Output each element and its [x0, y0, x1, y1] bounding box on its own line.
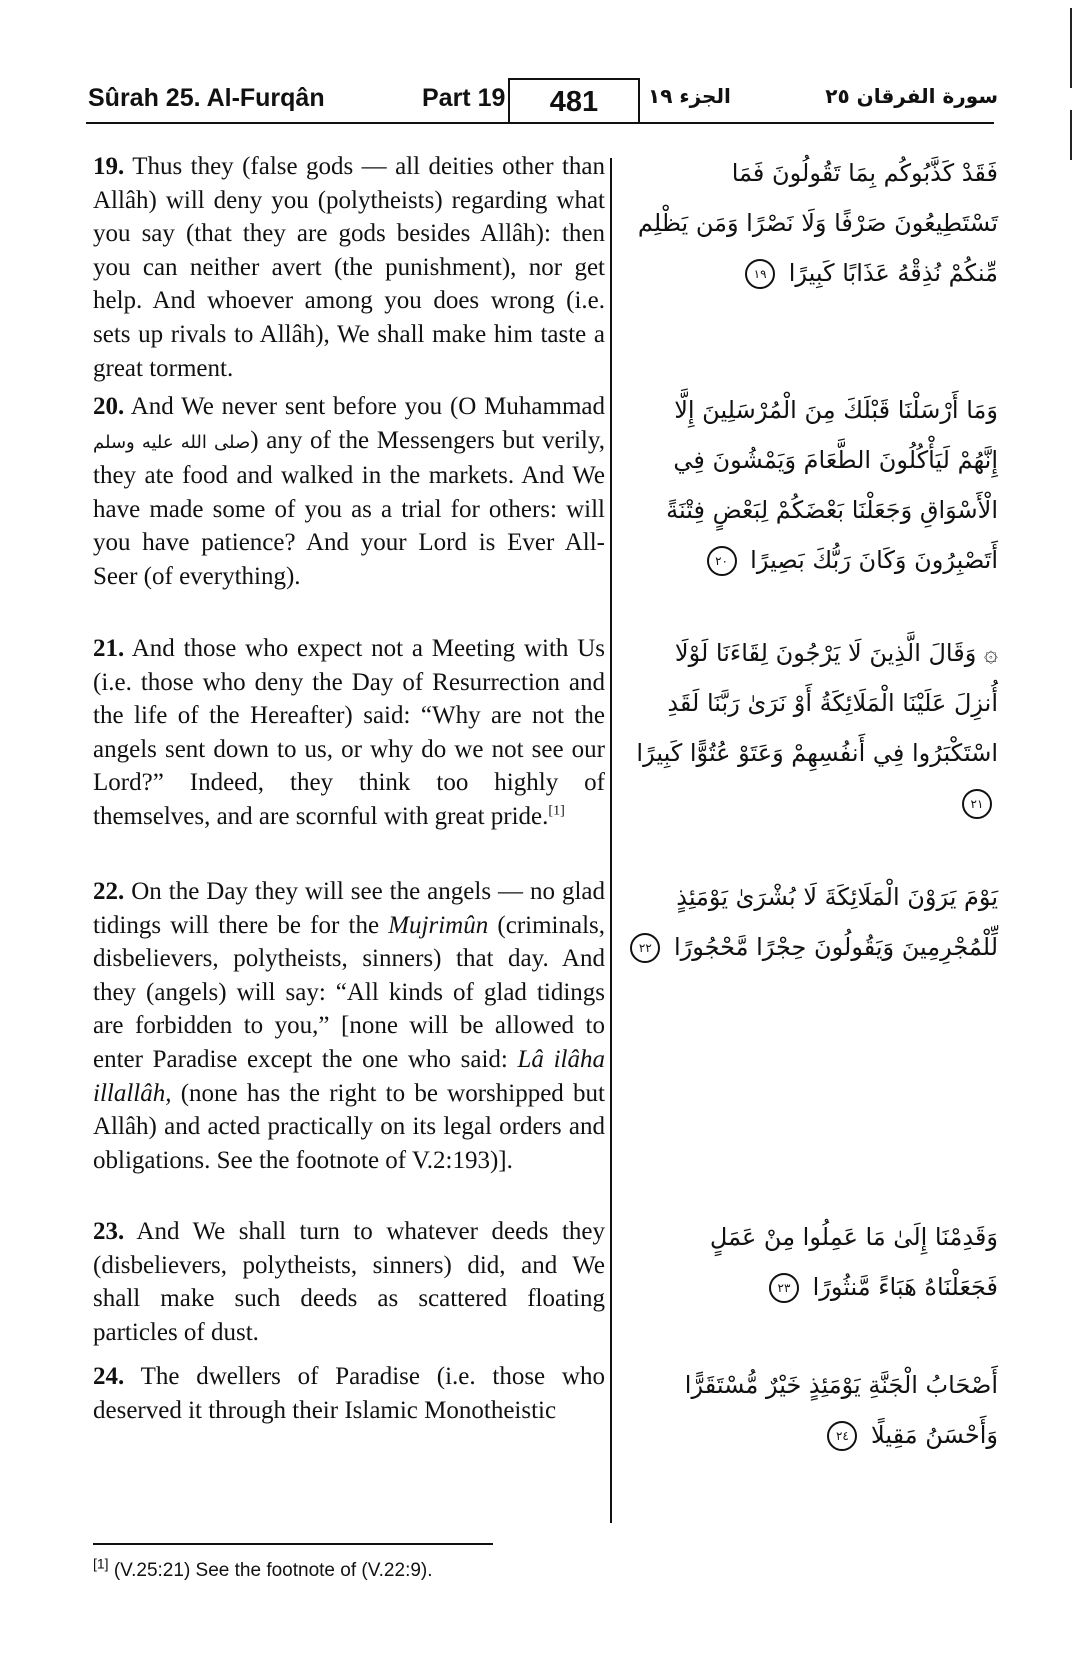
- header-rule: [86, 122, 994, 124]
- verse-text: (criminals, disbelievers, polytheists, sinners) that day. And they (angels) will say: “All kinds of glad tidings are forbidden to you,” [none will be allowed to enter Paradise except the one who said:: [93, 911, 606, 1073]
- footnote-marker: [1]: [93, 1555, 109, 1572]
- verse-21-arabic: [630, 628, 998, 828]
- surah-title: Sûrah 25. Al-Furqân: [88, 84, 325, 112]
- arabic-text: ۞ وَقَالَ الَّذِينَ لَا يَرْجُونَ لِقَاءَنَا لَوْلَا أُنزِلَ عَلَيْنَا الْمَلَائِكَةُ أَوْ نَرَىٰ رَبَّنَا لَقَدِ اسْتَكْبَرُوا فِي أَنفُسِهِمْ وَعَتَوْ عُتُوًّا كَبِيرًا: [636, 639, 998, 767]
- verse-text: (none has the right to be worshipped but Allâh) and acted practically on its legal orders and obligations. See the footnote of V.2:193)].: [93, 1079, 605, 1174]
- verse-text: And We never sent before you (O Muhammad: [130, 393, 605, 420]
- verse-text: And We shall turn to whatever deeds they (disbelievers, polytheists, sinners) did, and We shall make such deeds as scattered floating particles of dust.: [93, 1218, 605, 1346]
- page-number: 481: [508, 78, 640, 124]
- arabic-text: أَصْحَابُ الْجَنَّةِ يَوْمَئِذٍ خَيْرٌ مُّسْتَقَرًّا وَأَحْسَنُ مَقِيلًا: [684, 1371, 998, 1449]
- juz-arabic: الجزء ١٩: [648, 84, 731, 108]
- verse-24-translation: [93, 1360, 605, 1427]
- arabic-text: يَوْمَ يَرَوْنَ الْمَلَائِكَةَ لَا بُشْرَىٰ يَوْمَئِذٍ لِّلْمُجْرِمِينَ وَيَقُولُونَ حِجْرًا مَّحْجُورًا: [674, 883, 998, 961]
- footnote-text: (V.25:21) See the footnote of (V.22:9).: [113, 1560, 433, 1581]
- ayah-marker: ٢٠: [707, 546, 737, 576]
- verse-20-translation: 20. And We never sent before you (O Muhammad صلى الله عليه وسلم) any of the Messengers but verily, they ate food and walked in the markets. And We have made some of you as a trial for others: will you have patience? And your Lord is Ever All-Seer (of everything).: [93, 393, 605, 590]
- verse-20-arabic: [630, 385, 998, 585]
- salutation-arabic: صلى الله عليه وسلم: [93, 431, 251, 453]
- ayah-marker: ٢٤: [827, 1421, 857, 1451]
- verse-number: 23.: [93, 1218, 125, 1245]
- part-label: Part 19: [422, 84, 506, 112]
- verse-22-translation: [93, 875, 605, 1177]
- verse-21-translation: [93, 632, 605, 834]
- verse-23-translation: [93, 1215, 605, 1349]
- verse-number: 21.: [93, 635, 125, 662]
- verse-text: The dwellers of Paradise (i.e. those who deserved it through their Islamic Monotheistic: [93, 1363, 605, 1424]
- verse-text: And those who expect not a Meeting with Us (i.e. those who deny the Day of Resurrection and the life of the Hereafter) said: “Why are not the angels sent down to us, or why do we not see our Lord?” Indeed, they think too highly of themselves, and are scornful with great pride.: [93, 635, 605, 830]
- footnote-reference[interactable]: [1]: [548, 803, 565, 819]
- arabic-text: وَقَدِمْنَا إِلَىٰ مَا عَمِلُوا مِنْ عَمَلٍ فَجَعَلْنَاهُ هَبَاءً مَّنثُورًا: [709, 1223, 998, 1301]
- verse-19-translation: [93, 150, 605, 385]
- page-edge-mark: [1070, 8, 1072, 88]
- verse-number: 22.: [93, 878, 125, 905]
- verse-23-arabic: [630, 1212, 998, 1312]
- verse-text: Thus they (false gods — all deities other than Allâh) will deny you (polytheists) regarding what you say (that they are gods besides Allâh): then you can neither avert (the punishment), nor get help. And whoever among you does wrong (i.e. sets up rivals to Allâh), We shall make him taste a great torment.: [93, 153, 605, 382]
- footnote-rule: [93, 1543, 493, 1545]
- verse-number: 24.: [93, 1363, 125, 1390]
- verse-number: 20.: [93, 393, 125, 420]
- transliteration-term: Lâ ilâha illallâh,: [93, 1045, 606, 1107]
- ayah-marker: ٢٣: [769, 1273, 799, 1303]
- transliteration-term: Mujrimûn: [388, 911, 489, 939]
- surah-arabic: سورة الفرقان ٢٥: [825, 84, 998, 108]
- ayah-marker: ١٩: [745, 259, 775, 289]
- page-edge-mark: [1070, 110, 1072, 160]
- verse-number: 19.: [93, 153, 125, 180]
- verse-text: On the Day they will see the angels — no glad tidings will there be for the: [93, 878, 606, 939]
- arabic-text: فَقَدْ كَذَّبُوكُم بِمَا تَقُولُونَ فَمَا تَسْتَطِيعُونَ صَرْفًا وَلَا نَصْرًا وَمَن يَظْلِم مِّنكُمْ نُذِقْهُ عَذَابًا كَبِيرًا: [637, 159, 998, 287]
- ayah-marker: ٢٢: [630, 933, 660, 963]
- footnote: [93, 1555, 433, 1582]
- arabic-text: وَمَا أَرْسَلْنَا قَبْلَكَ مِنَ الْمُرْسَلِينَ إِلَّا إِنَّهُمْ لَيَأْكُلُونَ الطَّعَامَ وَيَمْشُونَ فِي الْأَسْوَاقِ وَجَعَلْنَا بَعْضَكُمْ لِبَعْضٍ فِتْنَةً أَتَصْبِرُونَ وَكَانَ رَبُّكَ بَصِيرًا: [666, 396, 998, 574]
- ayah-marker: ٢١: [962, 789, 992, 819]
- verse-19-arabic: [630, 148, 998, 298]
- verse-text: any of the Messengers but verily, they ate food and walked in the markets. And We have made some of you as a trial for others: will you have patience? And your Lord is Ever All-Seer (of everything).: [93, 426, 605, 590]
- column-divider: [610, 158, 612, 1523]
- verse-24-arabic: [630, 1360, 998, 1460]
- verse-22-arabic: [630, 872, 998, 972]
